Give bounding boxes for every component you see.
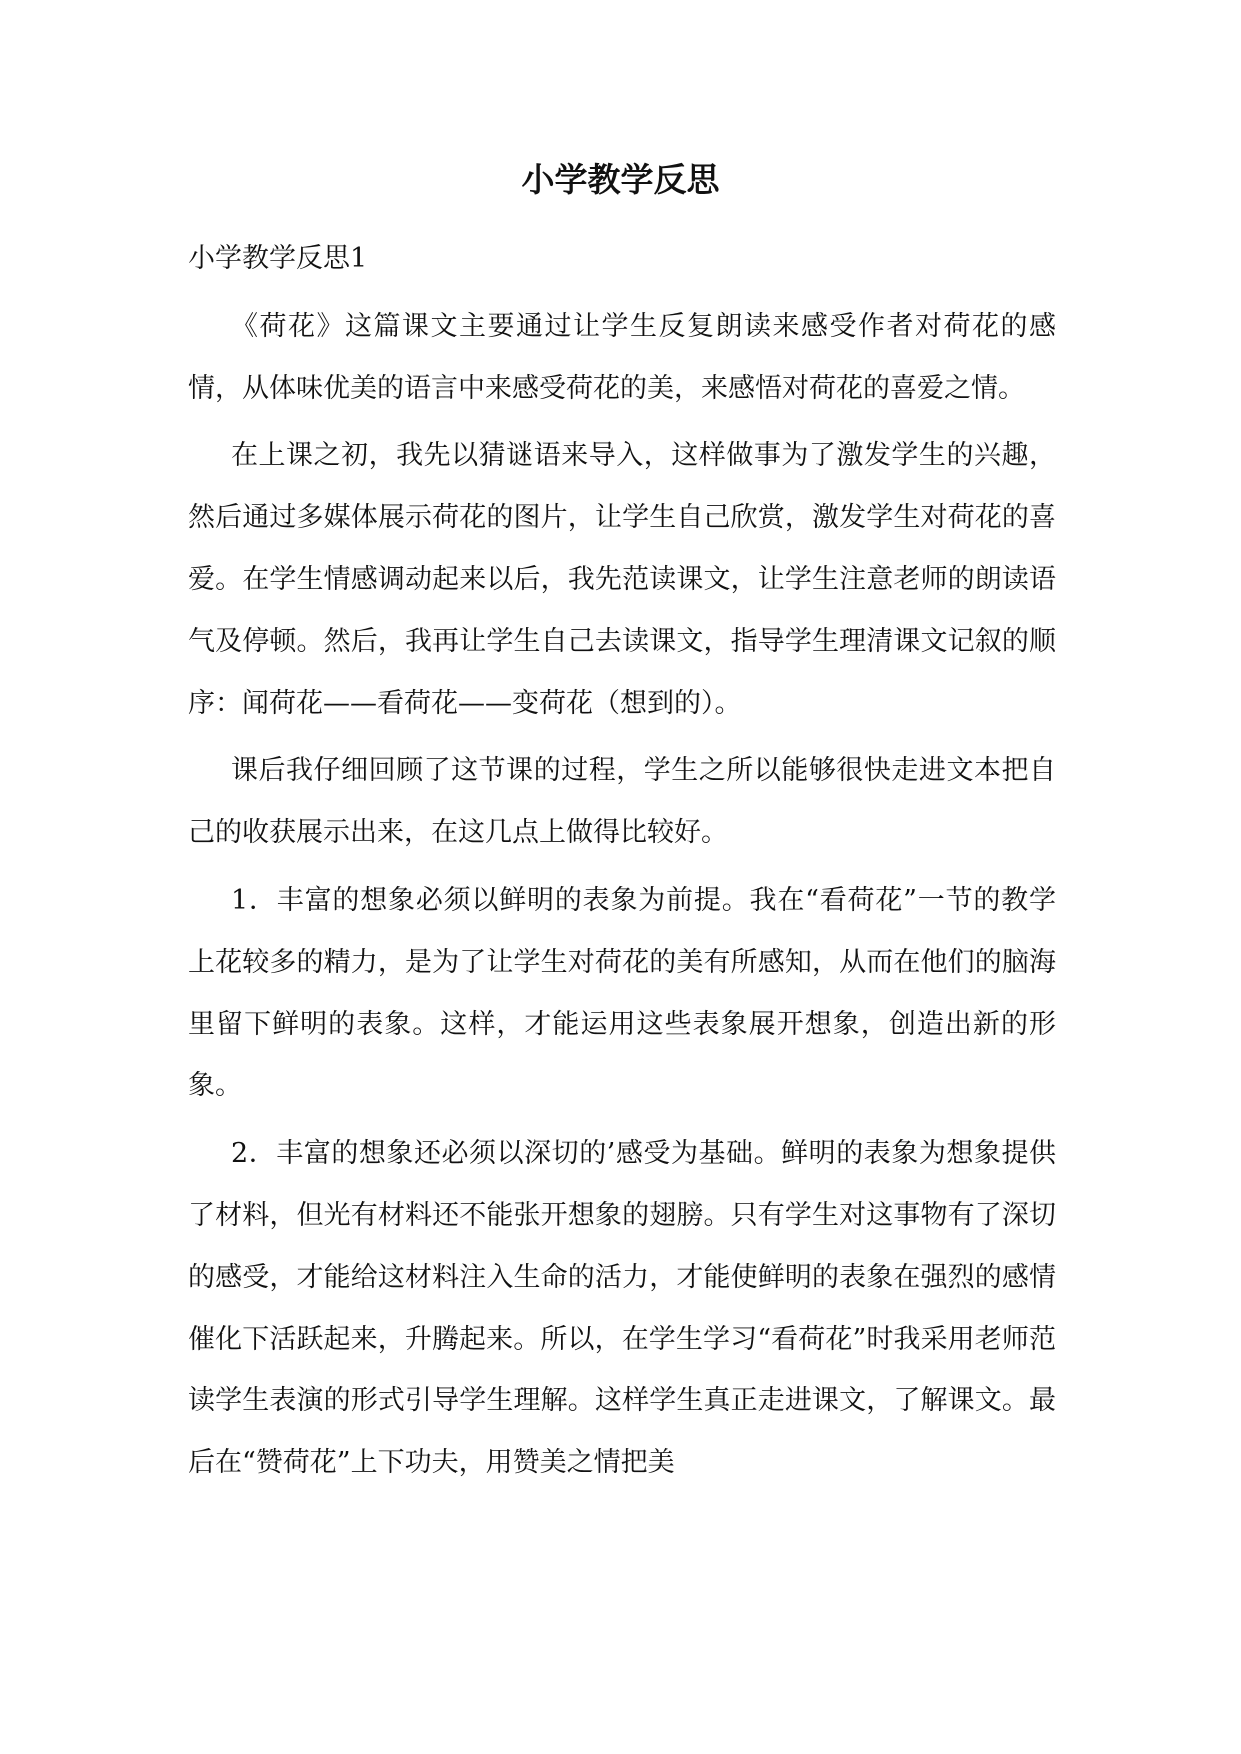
document-body [188, 228, 1056, 1500]
paragraph-1: 《荷花》这篇课文主要通过让学生反复朗读来感受作者对荷花的感情，从体味优美的语言中来感受荷花的美，来感悟对荷花的喜爱之情。 [188, 310, 1056, 404]
paragraph-2: 在上课之初，我先以猜谜语来导入，这样做事为了激发学生的兴趣，然后通过多媒体展示荷花的图片，让学生自己欣赏，激发学生对荷花的喜爱。在学生情感调动起来以后，我先范读课文，让学生注意老师的朗读语气及停顿。然后，我再让学生自己去读课文，指导学生理清课文记叙的顺序：闻荷花——看荷花——变荷花（想到的）。 [188, 440, 1056, 719]
paragraph-5: 2．丰富的想象还必须以深切的’感受为基础。鲜明的表象为想象提供了材料，但光有材料还不能张开想象的翅膀。只有学生对这事物有了深切的感受，才能给这材料注入生命的活力，才能使鲜明的表象在强烈的感情催化下活跃起来，升腾起来。所以，在学生学习“看荷花”时我采用老师范读学生表演的形式引导学生理解。这样学生真正走进课文，了解课文。最后在“赞荷花”上下功夫，用赞美之情把美 [188, 1138, 1056, 1479]
section-heading: 小学教学反思1 [188, 243, 368, 274]
document-title: 小学教学反思 [521, 160, 720, 199]
paragraph-3: 课后我仔细回顾了这节课的过程，学生之所以能够很快走进文本把自己的收获展示出来，在这几点上做得比较好。 [188, 755, 1056, 849]
paragraph-4: 1．丰富的想象必须以鲜明的表象为前提。我在“看荷花”一节的教学上花较多的精力，是为了让学生对荷花的美有所感知，从而在他们的脑海里留下鲜明的表象。这样，才能运用这些表象展开想象，创造出新的形象。 [188, 884, 1056, 1102]
